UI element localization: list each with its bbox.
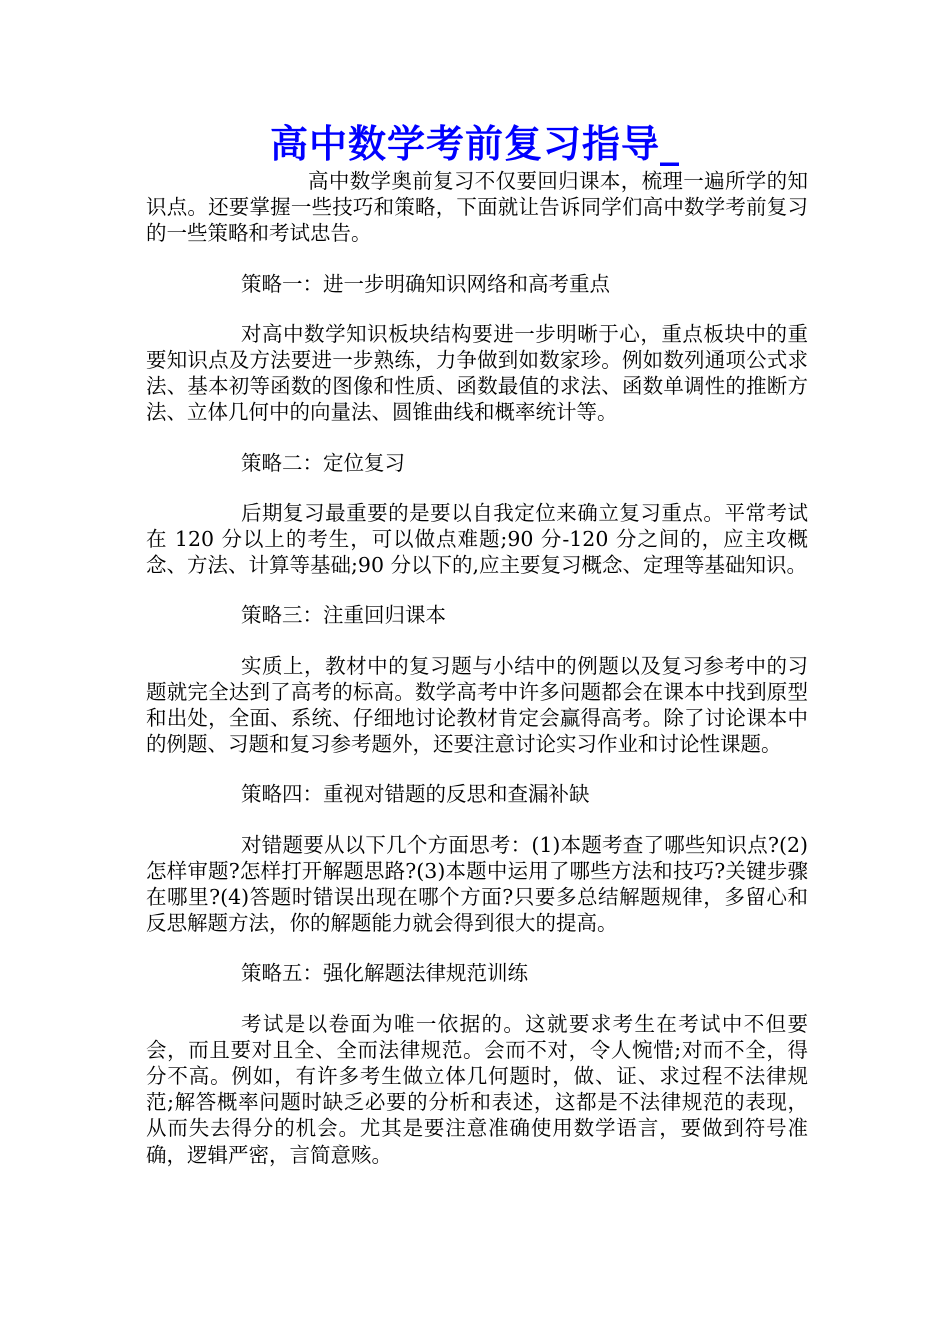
- section-paragraph-2: 后期复习最重要的是要以自我定位来确立复习重点。平常考试在 120 分以上的考生，可以做点难题;90 分-120 分之间的，应主攻概念、方法、计算等基础;90 分以下的,应主要复习概念、定理等基础知识。: [146, 500, 808, 578]
- section-paragraph-3: 实质上，教材中的复习题与小结中的例题以及复习参考中的习题就完全达到了高考的标高。数学高考中许多问题都会在课本中找到原型和出处，全面、系统、仔细地讨论教材肯定会赢得高考。除了讨论课本中的例题、习题和复习参考题外，还要注意讨论实习作业和讨论性课题。: [146, 653, 808, 757]
- document-body: [146, 168, 808, 1168]
- section-heading-2: 策略二：定位复习: [241, 450, 405, 475]
- paragraph-spacer: [146, 936, 808, 960]
- paragraph-spacer: [146, 808, 808, 832]
- paragraph-spacer: [146, 757, 808, 781]
- section-heading-4: 策略四：重视对错题的反思和查漏补缺: [241, 782, 590, 807]
- paragraph-spacer: [146, 578, 808, 602]
- section-heading-5: 策略五：强化解题法律规范训练: [241, 961, 528, 986]
- section-paragraph-4: 对错题要从以下几个方面思考：(1)本题考查了哪些知识点?(2)怎样审题?怎样打开解题思路?(3)本题中运用了哪些方法和技巧?关键步骤在哪里?(4)答题时错误出现在哪个方面?只要多总结解题规律，多留心和反思解题方法，你的解题能力就会得到很大的提高。: [146, 832, 808, 936]
- page-title: 高中数学考前复习指导_: [269, 121, 680, 166]
- section-paragraph-5: 考试是以卷面为唯一依据的。这就要求考生在考试中不但要会，而且要对且全、全而法律规范。会而不对，令人惋惜;对而不全，得分不高。例如，有许多考生做立体几何题时，做、证、求过程不法律规范;解答概率问题时缺乏必要的分析和表述，这都是不法律规范的表现，从而失去得分的机会。尤其是要注意准确使用数学语言，要做到符号准确，逻辑严密，言简意赅。: [146, 1011, 808, 1167]
- section-heading-3: 策略三：注重回归课本: [241, 603, 446, 628]
- paragraph-spacer: [146, 987, 808, 1011]
- paragraph-spacer: [146, 297, 808, 321]
- section-heading-1: 策略一：进一步明确知识网络和高考重点: [241, 271, 610, 296]
- paragraph-spacer: [146, 629, 808, 653]
- paragraph-spacer: [146, 247, 808, 271]
- paragraph-spacer: [146, 476, 808, 500]
- paragraph-spacer: [146, 426, 808, 450]
- intro-paragraph: 高中数学奥前复习不仅要回归课本，梳理一遍所学的知识点。还要掌握一些技巧和策略，下面就让告诉同学们高中数学考前复习的一些策略和考试忠告。: [146, 169, 808, 246]
- section-paragraph-1: 对高中数学知识板块结构要进一步明晰于心，重点板块中的重要知识点及方法要进一步熟练，力争做到如数家珍。例如数列通项公式求法、基本初等函数的图像和性质、函数最值的求法、函数单调性的推断方法、立体几何中的向量法、圆锥曲线和概率统计等。: [146, 321, 808, 425]
